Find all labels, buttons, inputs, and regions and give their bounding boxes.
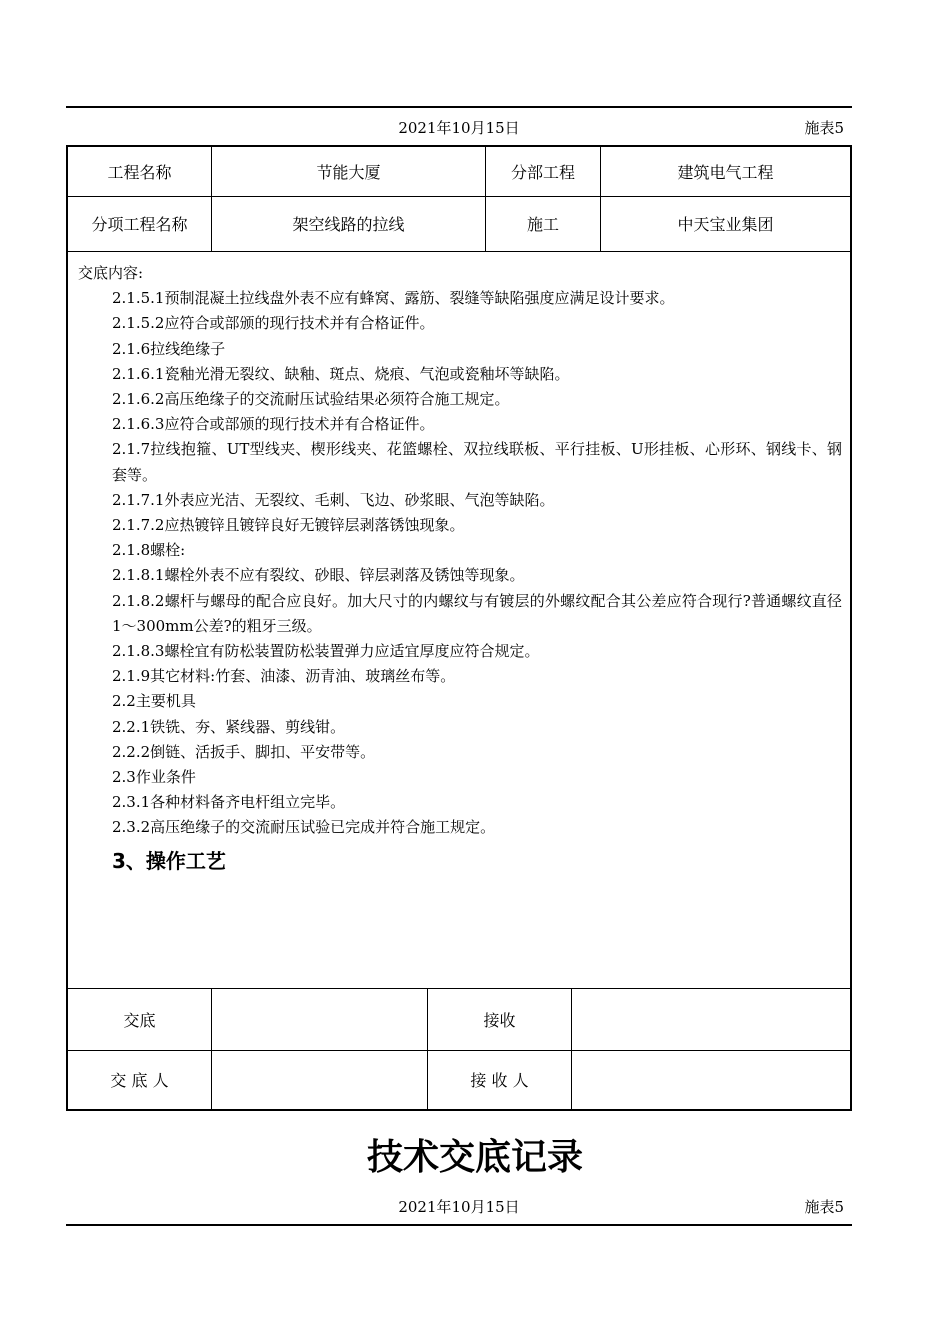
top-rule [66, 106, 852, 108]
info-row-subitem [68, 196, 850, 252]
content-line: 2.1.5.1预制混凝土拉线盘外表不应有蜂窝、露筋、裂缝等缺陷强度应满足设计要求。 [112, 289, 675, 308]
content-line: 2.1.7.2应热镀锌且镀锌良好无镀锌层剥落锈蚀现象。 [112, 516, 465, 535]
content-line: 2.1.7.1外表应光洁、无裂纹、毛刺、飞边、砂浆眼、气泡等缺陷。 [112, 490, 555, 509]
content-line: 2.3.1各种材料备齐电杆组立完毕。 [112, 793, 346, 812]
header-meta [66, 117, 852, 139]
sign-row-persons [68, 1050, 850, 1109]
content-line: 2.2主要机具 [112, 692, 196, 711]
contractor-value: 中天宝业集团 [600, 196, 850, 251]
content-line: 2.3.2高压绝缘子的交流耐压试验已完成并符合施工规定。 [112, 818, 496, 837]
content-line: 2.2.2倒链、活扳手、脚扣、平安带等。 [112, 742, 376, 761]
content-line: 2.1.8.2螺杆与螺母的配合应良好。加大尺寸的内螺纹与有镀层的外螺纹配合其公差应符合现行?普通螺纹直径1～300mm公差?的粗牙三级。 [112, 591, 842, 635]
receiver-signature [571, 1050, 850, 1109]
record-date: 2021年10月15日 [398, 119, 520, 137]
content-line: 2.1.6.3应符合或部颁的现行技术并有合格证件。 [112, 415, 435, 434]
content-label: 交底内容: [78, 264, 144, 282]
content-line: 2.1.7拉线抱箍、UT型线夹、楔形线夹、花篮螺栓、双拉线联板、平行挂板、U形挂板、心形环、钢线卡、钢套等。 [112, 440, 842, 484]
next-page-meta [66, 1196, 852, 1218]
subitem-name-label: 分项工程名称 [91, 215, 188, 234]
receiver-label: 接 收 人 [427, 1050, 571, 1109]
briefing-label: 交底 [123, 1011, 156, 1030]
division-value: 建筑电气工程 [600, 147, 850, 196]
content-line: 2.1.9其它材料:竹套、油漆、沥青油、玻璃丝布等。 [112, 667, 456, 686]
content-line: 2.2.1铁铣、夯、紧线器、剪线钳。 [112, 717, 346, 736]
record-sheet [66, 145, 852, 1111]
next-page-form-number: 施表5 [804, 1198, 844, 1216]
project-name-value: 节能大厦 [211, 147, 485, 196]
content-line: 2.3作业条件 [112, 768, 196, 787]
briefing-value [211, 989, 427, 1050]
form-number: 施表5 [804, 119, 844, 137]
contractor-label: 施工 [485, 196, 600, 251]
content-line: 2.1.5.2应符合或部颁的现行技术并有合格证件。 [112, 314, 435, 333]
briefing-content [68, 251, 850, 989]
content-line: 2.1.8螺栓: [112, 541, 186, 560]
next-page-rule [66, 1224, 852, 1226]
next-page-title: 技术交底记录 [366, 1137, 583, 1178]
receive-value [571, 989, 850, 1050]
division-label: 分部工程 [485, 147, 600, 196]
sign-row-briefing [68, 989, 850, 1051]
content-line: 2.1.6.2高压绝缘子的交流耐压试验结果必须符合施工规定。 [112, 390, 510, 409]
content-line: 2.1.8.1螺栓外表不应有裂纹、砂眼、锌层剥落及锈蚀等现象。 [112, 566, 525, 585]
receive-label: 接收 [427, 989, 571, 1050]
content-line: 2.1.6.1瓷釉光滑无裂纹、缺釉、斑点、烧痕、气泡或瓷釉坏等缺陷。 [112, 364, 570, 383]
content-line: 2.1.6拉线绝缘子 [112, 339, 226, 358]
briefer-signature [211, 1050, 427, 1109]
project-name-label: 工程名称 [107, 163, 172, 182]
next-page-date: 2021年10月15日 [398, 1198, 520, 1216]
subitem-name-value: 架空线路的拉线 [211, 196, 485, 251]
briefer-label: 交 底 人 [110, 1071, 169, 1090]
info-row-project [68, 147, 850, 197]
content-line: 2.1.8.3螺栓宜有防松装置防松装置弹力应适宜厚度应符合规定。 [112, 642, 540, 661]
section-heading: 3、操作工艺 [112, 848, 226, 873]
